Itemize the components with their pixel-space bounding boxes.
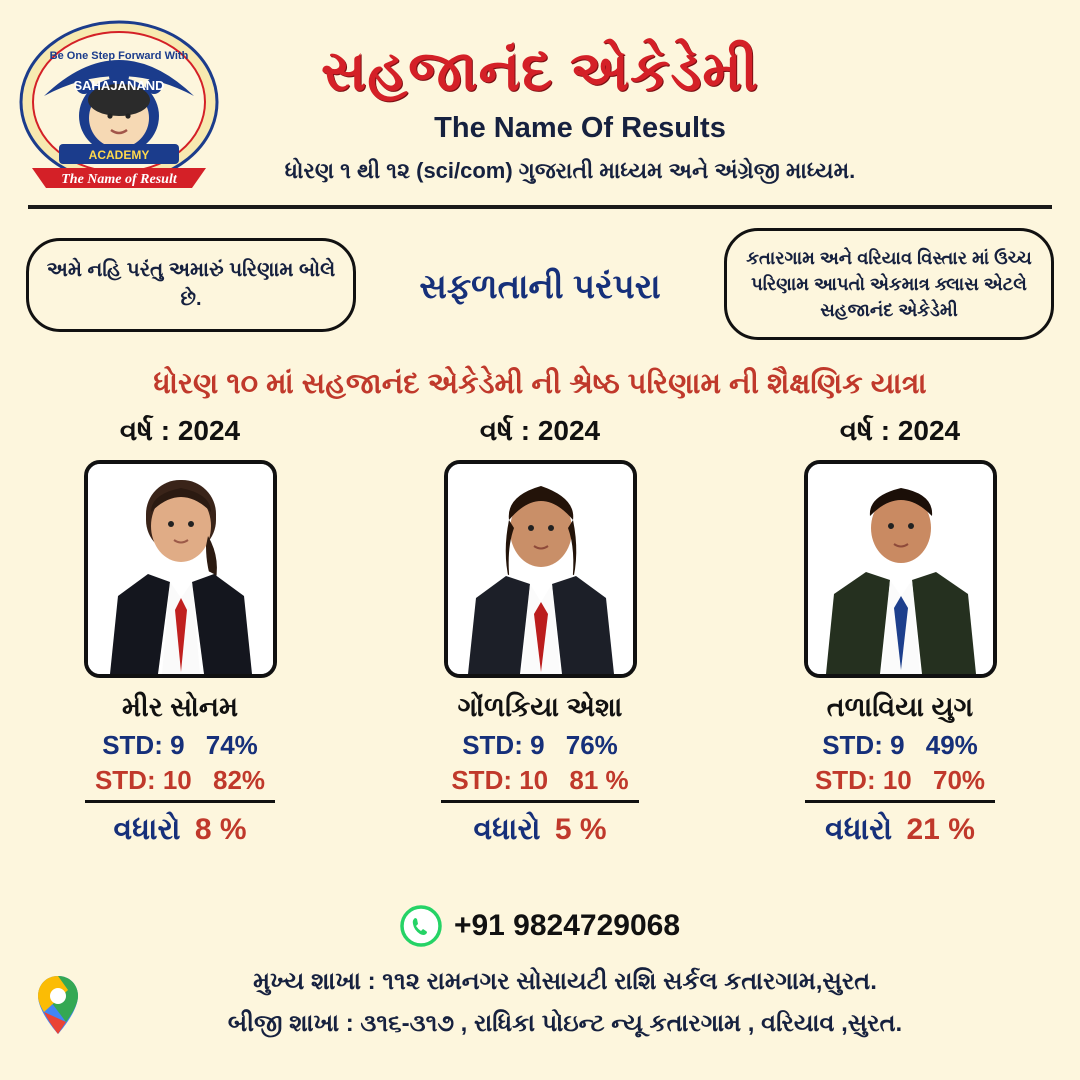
card-year: વર્ષ : 2024	[479, 415, 601, 446]
std9-row	[15, 730, 345, 761]
std10-row	[805, 765, 995, 803]
std9-percent: 74%	[205, 730, 258, 760]
std10-percent: 70%	[933, 765, 986, 795]
increase-value: 21 %	[906, 813, 975, 846]
std10-percent: 81 %	[569, 765, 629, 795]
address-block	[0, 968, 1080, 1052]
result-cards	[0, 415, 1080, 847]
std10-label: STD: 10	[451, 765, 549, 795]
increase-row	[15, 813, 345, 847]
address-main: મુખ્ય શાખા : ૧૧૨ રામનગર સોસાયટી રાશિ સર્કલ કતારગામ,સુરત.	[253, 968, 877, 995]
increase-row	[735, 813, 1065, 847]
student-name: મીર સોનમ	[121, 692, 239, 722]
std9-row	[375, 730, 705, 761]
card-year: વર્ષ : 2024	[839, 415, 961, 446]
header-divider	[28, 205, 1052, 209]
svg-text:Be One Step Forward With: Be One Step Forward With	[49, 50, 189, 62]
student-photo	[804, 460, 997, 678]
increase-label: વધારો	[825, 813, 893, 846]
increase-value: 8 %	[194, 813, 247, 846]
increase-row	[375, 813, 705, 847]
card-year: વર્ષ : 2024	[119, 415, 241, 446]
center-slogan: સફળતાની પરંપરા	[419, 268, 661, 306]
page-title: સહજાનંદ એકેડેમી	[321, 39, 759, 102]
std10-percent: 82%	[213, 765, 266, 795]
std10-label: STD: 10	[94, 765, 192, 795]
svg-text:The Name of Result: The Name of Result	[61, 172, 177, 187]
contact-row	[0, 905, 1080, 947]
svg-text:ACADEMY: ACADEMY	[88, 148, 150, 162]
std9-percent: 76%	[565, 730, 618, 760]
whatsapp-icon[interactable]	[400, 905, 442, 947]
std10-row	[441, 765, 638, 803]
result-card	[735, 415, 1065, 847]
std9-row	[735, 730, 1065, 761]
std9-percent: 49%	[925, 730, 978, 760]
std10-label: STD: 10	[814, 765, 912, 795]
page-subtitle: The Name Of Results	[434, 112, 726, 144]
student-name: ગોંળકિયા એશા	[457, 692, 623, 722]
right-info-bubble: કતારગામ અને વરિયાવ વિસ્તાર માં ઉચ્ચ પરિણામ આપતો એકમાત્ર ક્લાસ એટલે સહજાનંદ એકેડેમી	[724, 228, 1054, 340]
address-second: બીજી શાખા : ૩૧૬-૩૧૭ , રાધિકા પોઇન્ટ ન્યૂ કતારગામ , વરિયાવ ,સુરત.	[227, 1010, 903, 1037]
std9-label: STD: 9	[822, 730, 905, 760]
student-name: તળાવિયા યુગ	[826, 692, 974, 722]
increase-value: 5 %	[554, 813, 607, 846]
std10-row	[85, 765, 275, 803]
svg-text:SAHAJANAND: SAHAJANAND	[73, 78, 165, 93]
result-card	[375, 415, 705, 847]
student-photo	[444, 460, 637, 678]
banner-row	[0, 228, 1080, 338]
page-tagline: ધોરણ ૧ થી ૧૨ (sci/com) ગુજરાતી માધ્યમ અને અંગ્રેજી માધ્યમ.	[284, 158, 856, 183]
result-card	[15, 415, 345, 847]
student-photo	[84, 460, 277, 678]
increase-label: વધારો	[473, 813, 541, 846]
section-heading: ધોરણ ૧૦ માં સહજાનંદ એકેડેમી ની શ્રેષ્ઠ પરિણામ ની શૈક્ષણિક યાત્રા	[153, 368, 927, 400]
std9-label: STD: 9	[102, 730, 185, 760]
header	[0, 0, 1080, 200]
phone-number[interactable]: +91 9824729068	[453, 909, 681, 942]
left-quote-bubble: અમે નહિ પરંતુ અમારું પરિણામ બોલે છે.	[26, 238, 356, 332]
map-pin-icon	[30, 972, 86, 1038]
std9-label: STD: 9	[462, 730, 545, 760]
increase-label: વધારો	[113, 813, 181, 846]
